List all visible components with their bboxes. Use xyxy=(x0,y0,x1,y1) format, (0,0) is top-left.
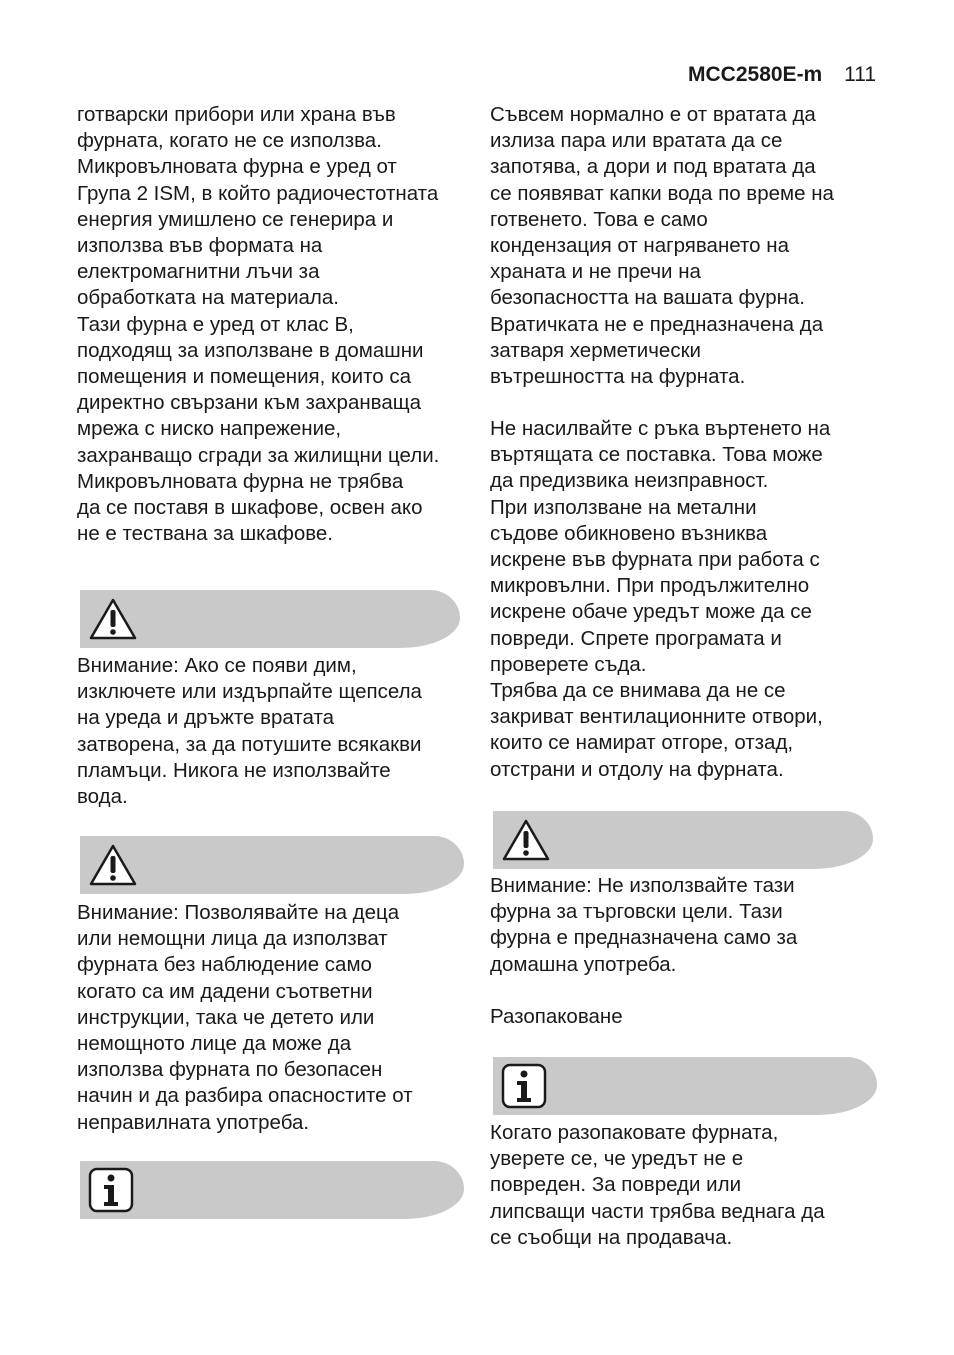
info-icon xyxy=(88,1167,134,1213)
info-icon xyxy=(501,1063,547,1109)
warning-text-children: Внимание: Позволявайте на деца или немощни лица да използват фурната без наблюдение само когато са им дадени съответни инструкции, така че детето или немощното лице да може да използва фурната по безопасен начин и да разбира опасностите от неправилната употреба. xyxy=(77,901,413,1134)
info-banner-2 xyxy=(493,1057,877,1115)
warning-text-commercial: Внимание: Не използвайте тази фурна за търговски цели. Тази фурна е предназначена само за домашна употреба. xyxy=(490,874,798,976)
right-turntable-paragraph: Не насилвайте с ръка въртенето на въртящата се поставка. Това може да предизвика неизправност. При използване на метални съдове обикновено възниква искрене във фурната при работа с микровълни. При продължително искрене обаче уредът може да се повреди. Спрете програмата и проверете съда. Трябва да се внимава да не се закриват вентилационните отвори, които се намират отгоре, отзад, отстрани и отдолу на фурната. xyxy=(490,417,831,781)
left-intro-paragraph: готварски прибори или храна във фурната, когато не се използва. Микровълновата фурна е уред от Група 2 ISM, в който радиочестотната енергия умишлено се генерира и използва във формата на електромагнитни лъчи за обработката на материала. Тази фурна е уред от клас B, подходящ за използване в домашни помещения и помещения, които са директно свързани към захранваща мрежа с ниско напрежение, захранващо сгради за жилищни цели. Микровълновата фурна не трябва да се поставя в шкафове, освен ако не е тествана за шкафове. xyxy=(77,103,440,546)
page-number: 111 xyxy=(844,63,876,86)
page-header xyxy=(688,63,876,87)
model-number: MCC2580E-m xyxy=(688,63,823,86)
warning-banner-3 xyxy=(493,811,873,869)
right-condensation-paragraph: Съвсем нормално е от вратата да излиза пара или вратата да се запотява, а дори и под вратата да се появяват капки вода по време на готвенето. Това е само кондензация от нагряването на храната и не пречи на безопасността на вашата фурна. Вратичката не е предназначена да затваря херметически вътрешността на фурната. xyxy=(490,103,834,389)
section-heading-unpacking: Разопаковане xyxy=(490,1005,623,1028)
warning-banner-2 xyxy=(80,836,464,894)
warning-triangle-icon xyxy=(88,842,138,888)
warning-triangle-icon xyxy=(501,817,551,863)
info-banner-1 xyxy=(80,1161,464,1219)
info-text-unpacking: Когато разопаковате фурната, уверете се, че уредът не е повреден. За повреди или липсващи части трябва веднага да се съобщи на продавача. xyxy=(490,1121,825,1249)
warning-banner-1 xyxy=(80,590,460,648)
warning-text-smoke: Внимание: Ако се появи дим, изключете или издърпайте щепсела на уреда и дръжте вратата затворена, за да потушите всякакви пламъци. Никога не използвайте вода. xyxy=(77,654,422,809)
warning-triangle-icon xyxy=(88,596,138,642)
